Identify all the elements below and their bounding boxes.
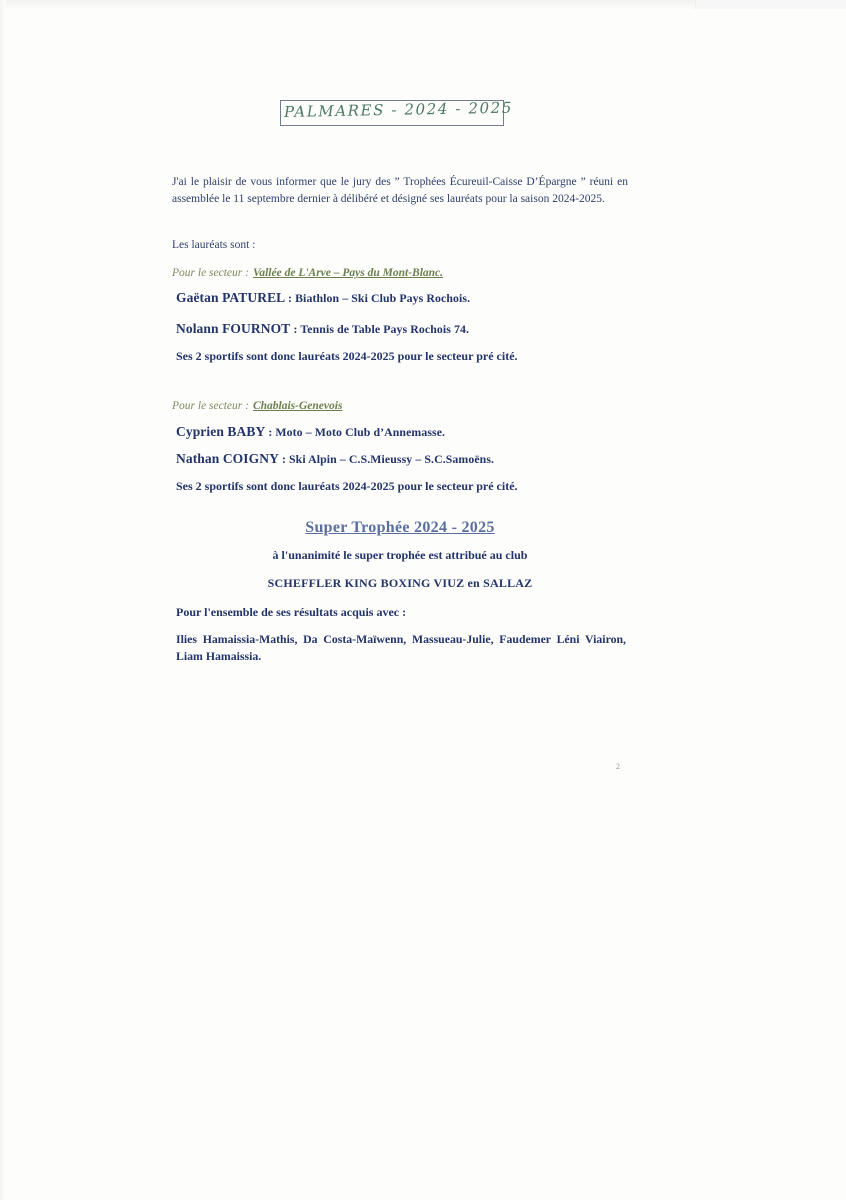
sector-label-1: Pour le secteur : — [172, 267, 249, 279]
winner-entry — [176, 451, 494, 467]
super-trophy-club: SCHEFFLER KING BOXING VIUZ en SALLAZ — [267, 576, 533, 590]
winner-name: Nathan COIGNY — [176, 451, 279, 466]
winner-name: Cyprien BABY — [176, 424, 265, 439]
sector-heading-2 — [172, 396, 342, 414]
super-trophy-title: Super Trophée 2024 - 2025 — [305, 519, 495, 536]
results-intro: Pour l'ensemble de ses résultats acquis avec : — [176, 605, 407, 619]
sector-name-1: Vallée de L'Arve – Pays du Mont-Blanc. — [252, 267, 444, 279]
sector-name-2: Chablais-Genevois — [252, 400, 343, 412]
sector-label-2: Pour le secteur : — [172, 400, 249, 412]
winner-detail: : Moto – Moto Club d’Annemasse. — [268, 425, 446, 439]
athletes-list: Ilies Hamaissia-Mathis, Da Costa-Maïwenn, Massueau-Julie, Faudemer Léni Viairon, Liam Hamaissia. — [176, 632, 626, 663]
intro-line-2: réuni en assemblée le 11 septembre dernier à délibéré et désigné ses lauréats pour la saison 2024-2025. — [172, 176, 629, 205]
winner-detail: : Ski Alpin – C.S.Mieussy – S.C.Samoëns. — [281, 452, 495, 466]
laureats-intro: Les lauréats sont : — [172, 239, 256, 251]
sector-note-2: Ses 2 sportifs sont donc lauréats 2024-2025 pour le secteur pré cité. — [176, 479, 518, 493]
winner-detail: : Tennis de Table Pays Rochois 74. — [293, 322, 470, 336]
sector-note-1: Ses 2 sportifs sont donc lauréats 2024-2025 pour le secteur pré cité. — [176, 349, 518, 363]
winner-entry — [176, 424, 445, 440]
winner-name: Gaëtan PATUREL — [176, 290, 285, 305]
super-trophy-subtitle: à l'unanimité le super trophée est attribué au club — [272, 548, 528, 562]
winner-name: Nolann FOURNOT — [176, 321, 291, 336]
intro-line-1: J'ai le plaisir de vous informer que le jury des ” Trophées Écureuil-Caisse D’Épargne ” — [172, 176, 586, 188]
intro-paragraph — [172, 174, 628, 208]
winner-entry — [176, 321, 469, 337]
winner-entry — [176, 290, 470, 306]
document-title-handwritten: PALMARES - 2024 - 2025 — [283, 98, 514, 121]
page-number: 2 — [616, 762, 620, 771]
winner-detail: : Biathlon – Ski Club Pays Rochois. — [288, 291, 471, 305]
sector-heading-1 — [172, 263, 443, 281]
